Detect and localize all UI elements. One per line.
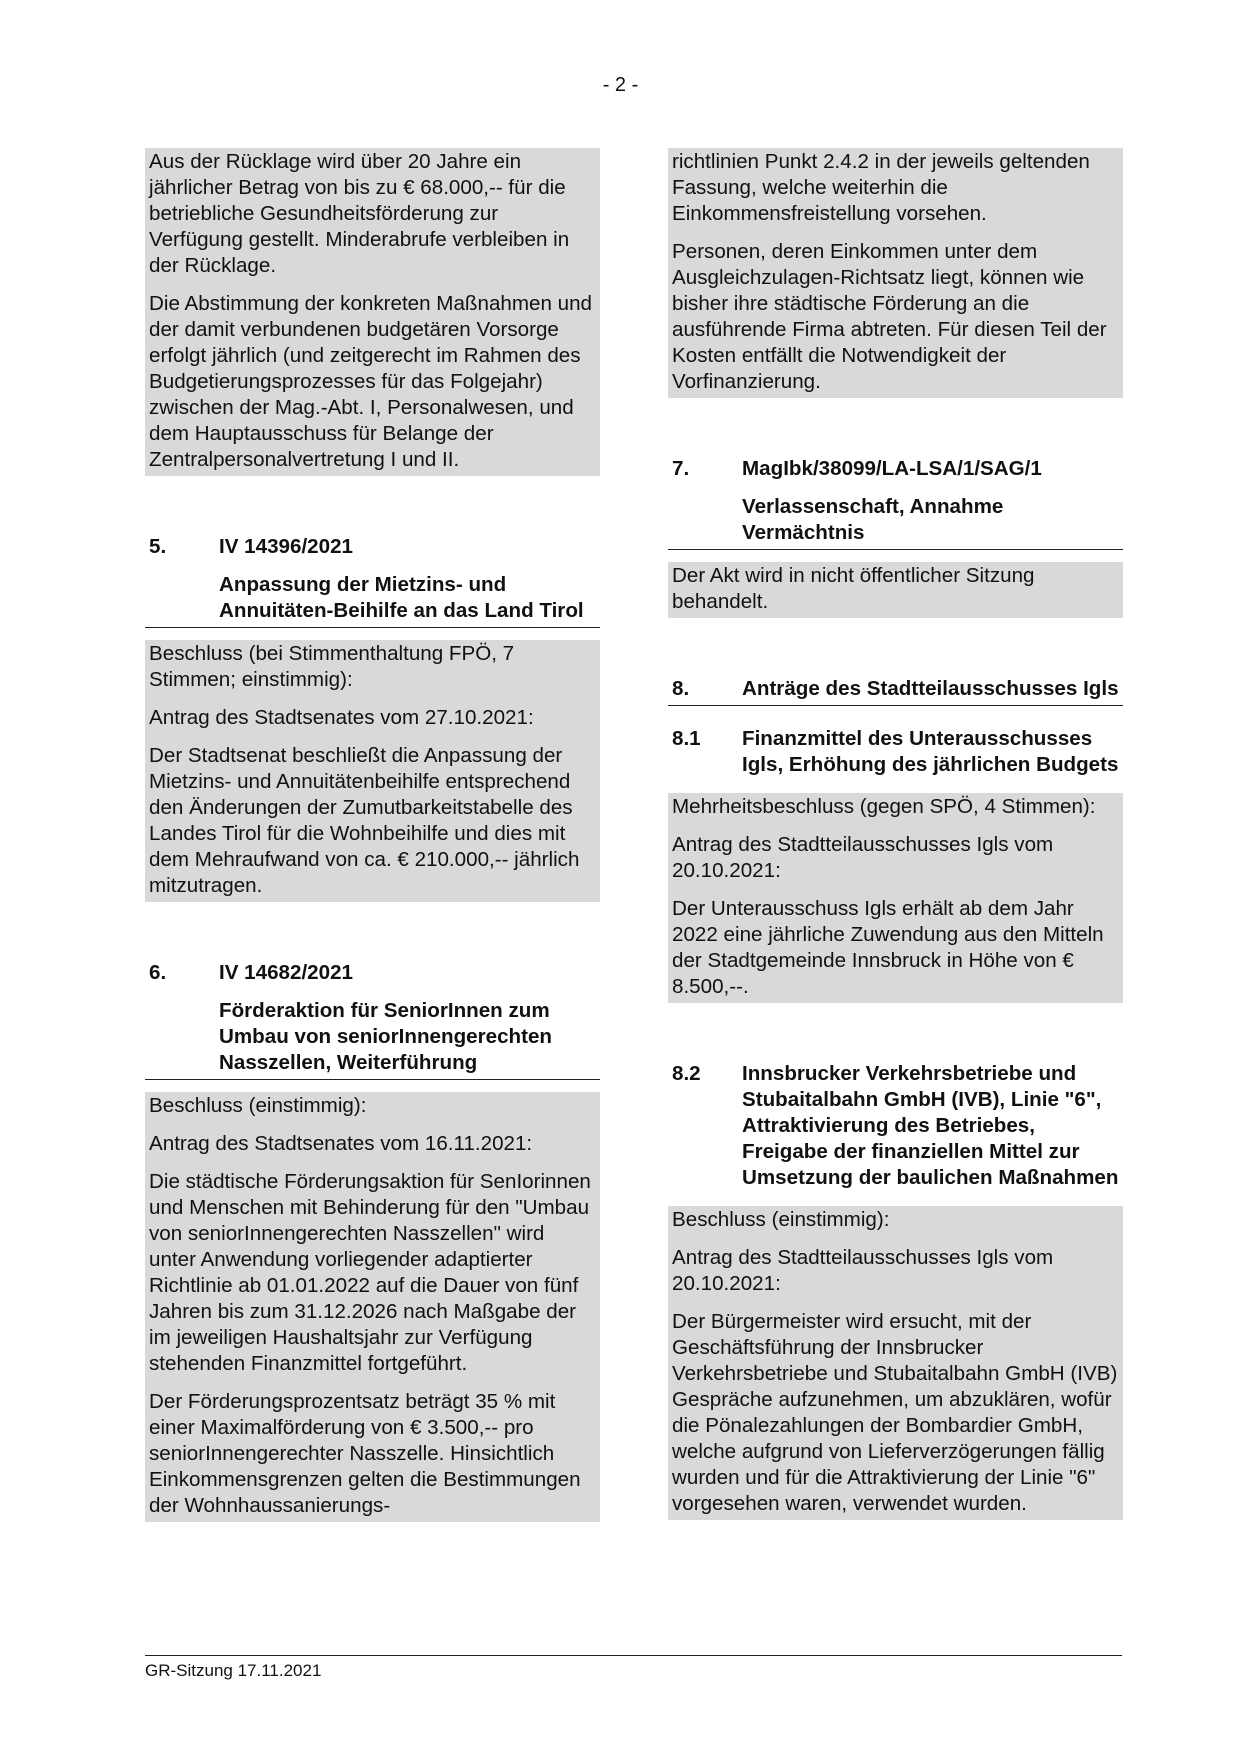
resolution-block	[668, 793, 1123, 1003]
right-column	[668, 148, 1123, 1520]
item-number: 8.1	[672, 727, 701, 750]
item-code: IV 14396/2021	[219, 535, 353, 558]
item-heading	[668, 726, 1123, 781]
item-title: Förderaktion für SeniorInnen zum Umbau von seniorInnengerechten Nasszellen, Weiterführung	[219, 999, 552, 1074]
paragraph: Mehrheitsbeschluss (gegen SPÖ, 4 Stimmen):	[672, 795, 1096, 818]
item-title: Innsbrucker Verkehrsbetriebe und Stubaitalbahn GmbH (IVB), Linie "6", Attraktivierung des Betriebes, Freigabe der finanziellen Mittel zur Umsetzung der baulichen Maßnahmen	[742, 1062, 1119, 1189]
item-code: MagIbk/38099/LA-LSA/1/SAG/1	[742, 457, 1042, 480]
paragraph: Antrag des Stadtsenates vom 16.11.2021:	[149, 1132, 533, 1155]
paragraph: Der Förderungsprozentsatz beträgt 35 % mit einer Maximalförderung von € 3.500,-- pro seniorInnengerechter Nasszelle. Hinsichtlich Einkommensgrenzen gelten die Bestimmungen der Wohnhaussanierungs-	[149, 1390, 581, 1517]
agenda-item-6	[145, 960, 600, 1522]
item-title: Anträge des Stadtteilausschusses Igls	[742, 677, 1119, 700]
agenda-item-5	[145, 534, 600, 902]
continued-text-block	[668, 148, 1123, 398]
paragraph: Antrag des Stadtteilausschusses Igls vom 20.10.2021:	[672, 1246, 1054, 1295]
agenda-item-8	[668, 676, 1123, 706]
paragraph: Beschluss (bei Stimmenthaltung FPÖ, 7 Stimmen; einstimmig):	[149, 642, 515, 691]
paragraph: Aus der Rücklage wird über 20 Jahre ein jährlicher Betrag von bis zu € 68.000,-- für die betriebliche Gesundheitsförderung zur Verfügung gestellt. Minderabrufe verbleiben in der Rücklage.	[149, 150, 570, 277]
item-heading	[668, 456, 1123, 550]
paragraph: Beschluss (einstimmig):	[149, 1094, 367, 1117]
paragraph: Der Bürgermeister wird ersucht, mit der Geschäftsführung der Innsbrucker Verkehrsbetriebe und Stubaitalbahn GmbH (IVB) Gespräche aufzunehmen, um abzuklären, wofür die Pönalezahlungen der Bombardier GmbH, welche aufgrund von Lieferverzögerungen fällig wurden und für die Attraktivierung der Linie "6" vorgesehen waren, verwendet wurden.	[672, 1310, 1118, 1515]
paragraph: Antrag des Stadtsenates vom 27.10.2021:	[149, 706, 534, 729]
agenda-item-8-1	[668, 726, 1123, 1003]
item-heading	[145, 534, 600, 628]
page-footer: GR-Sitzung 17.11.2021	[145, 1655, 1122, 1681]
resolution-block	[668, 1206, 1123, 1520]
item-title: Finanzmittel des Unterausschusses Igls, Erhöhung des jährlichen Budgets	[742, 727, 1119, 776]
page-number: - 2 -	[602, 74, 639, 96]
item-heading	[668, 676, 1123, 706]
left-column	[145, 148, 600, 1522]
item-number: 8.	[672, 677, 690, 700]
item-title: Verlassenschaft, Annahme Vermächtnis	[742, 495, 1004, 544]
paragraph: Der Unterausschuss Igls erhält ab dem Jahr 2022 eine jährliche Zuwendung aus den Mitteln der Stadtgemeinde Innsbruck in Höhe von € 8.500,--.	[672, 897, 1104, 998]
paragraph: Die städtische Förderungsaktion für SenIorinnen und Menschen mit Behinderung für den "Umbau von seniorInnengerechten Nasszellen" wird unter Anwendung vorliegender adaptierter Richtlinie ab 01.01.2022 auf die Dauer von fünf Jahren bis zum 31.12.2026 nach Maßgabe der im jeweiligen Haushaltsjahr zur Verfügung stehenden Finanzmittel fortgeführt.	[149, 1170, 591, 1375]
paragraph: richtlinien Punkt 2.4.2 in der jeweils geltenden Fassung, welche weiterhin die Einkommensfreistellung vorsehen.	[672, 150, 1090, 225]
agenda-item-7	[668, 456, 1123, 618]
item-title: Anpassung der Mietzins- und Annuitäten-Beihilfe an das Land Tirol	[219, 573, 584, 622]
resolution-block	[145, 640, 600, 902]
paragraph: Personen, deren Einkommen unter dem Ausgleichzulagen-Richtsatz liegt, können wie bisher ihre städtische Förderung an die ausführende Firma abtreten. Für diesen Teil der Kosten entfällt die Notwendigkeit der Vorfinanzierung.	[672, 240, 1107, 393]
item-code: IV 14682/2021	[219, 961, 353, 984]
paragraph: Der Stadtsenat beschließt die Anpassung der Mietzins- und Annuitätenbeihilfe entsprechend den Änderungen der Zumutbarkeitstabelle des Landes Tirol für die Wohnbeihilfe und dies mit dem Mehraufwand von ca. € 210.000,-- jährlich mitzutragen.	[149, 744, 580, 897]
item-number: 6.	[149, 961, 167, 984]
item-heading	[145, 960, 600, 1080]
paragraph: Antrag des Stadtteilausschusses Igls vom 20.10.2021:	[672, 833, 1054, 882]
item-number: 7.	[672, 457, 690, 480]
item-number: 5.	[149, 535, 167, 558]
item-heading	[668, 1061, 1123, 1194]
agenda-item-8-2	[668, 1061, 1123, 1520]
paragraph: Beschluss (einstimmig):	[672, 1208, 890, 1231]
paragraph: Die Abstimmung der konkreten Maßnahmen und der damit verbundenen budgetären Vorsorge erfolgt jährlich (und zeitgerecht im Rahmen des Budgetierungsprozesses für das Folgejahr) zwischen der Mag.-Abt. I, Personalwesen, und dem Hauptausschuss für Belange der Zentralpersonalvertretung I und II.	[149, 292, 592, 471]
resolution-block	[668, 562, 1123, 618]
paragraph: Der Akt wird in nicht öffentlicher Sitzung behandelt.	[672, 564, 1035, 613]
item-number: 8.2	[672, 1062, 701, 1085]
continued-text-block	[145, 148, 600, 476]
resolution-block	[145, 1092, 600, 1522]
